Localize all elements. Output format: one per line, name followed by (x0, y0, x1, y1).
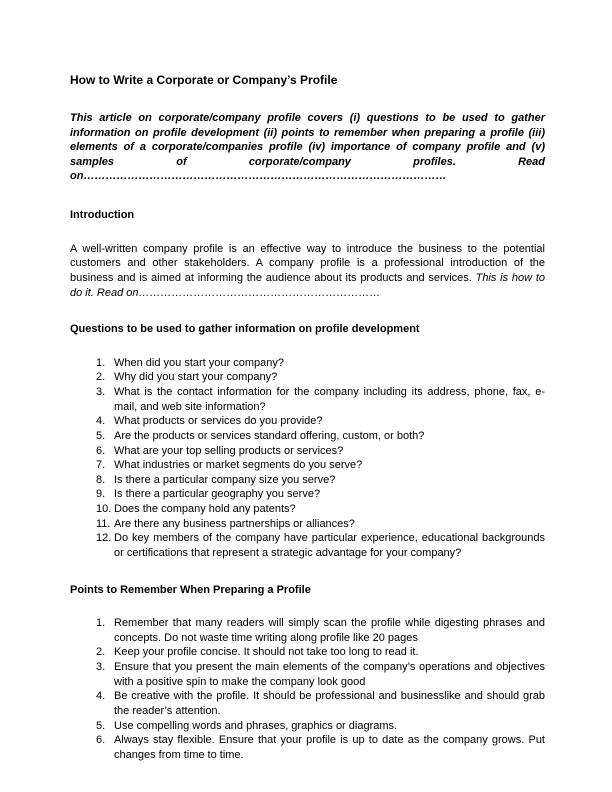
article-summary: This article on corporate/company profile covers (i) questions to be used to gather information on profile development (ii) points to remember when preparing a profile (iii) elements of a corporate/companies profile (iv) importance of company profile and (v) samples of corporate/company profiles. Read on……………………………………………………………………………………… (70, 111, 545, 183)
introduction-paragraph (70, 242, 545, 301)
points-list (70, 616, 545, 762)
list-item: Keep your profile concise. It should not take too long to read it. (114, 646, 419, 659)
heading-questions: Questions to be used to gather information on profile development (70, 323, 420, 336)
heading-introduction: Introduction (70, 209, 135, 222)
list-item: Are the products or services standard offering, custom, or both? (114, 429, 425, 442)
list-item: Does the company hold any patents? (114, 503, 296, 516)
list-item: Why did you start your company? (114, 371, 278, 384)
list-item: When did you start your company? (114, 356, 284, 369)
page-title: How to Write a Corporate or Company’s Profile (70, 73, 338, 87)
questions-list (70, 356, 545, 561)
list-item: What are your top selling products or services? (114, 444, 344, 457)
list-item: Is there a particular company size you serve? (114, 473, 336, 486)
list-item: Use compelling words and phrases, graphics or diagrams. (114, 719, 398, 732)
heading-points: Points to Remember When Preparing a Profile (70, 583, 311, 596)
list-item: Be creative with the profile. It should be professional and businesslike and should grab the reader’s attention. (114, 690, 545, 717)
list-item: Do key members of the company have particular experience, educational backgrounds or certifications that represent a strategic advantage for your company? (114, 532, 545, 559)
list-item: What products or services do you provide? (114, 415, 323, 428)
introduction-text-italic: This is how to do it. Read on………………………………………………………… (70, 271, 545, 299)
list-item: Is there a particular geography you serve? (114, 488, 321, 501)
list-item: Are there any business partnerships or alliances? (114, 517, 355, 530)
list-item: Remember that many readers will simply scan the profile while digesting phrases and concepts. Do not waste time writing along profile like 20 pages (114, 617, 545, 644)
list-item: Ensure that you present the main elements of the company’s operations and objectives with a positive spin to make the company look good (114, 661, 545, 688)
list-item: What is the contact information for the company including its address, phone, fax, e-mail, and web site information? (114, 386, 545, 413)
list-item: What industries or market segments do you serve? (114, 459, 363, 472)
list-item: Always stay flexible. Ensure that your profile is up to date as the company grows. Put changes from time to time. (114, 734, 545, 761)
introduction-text: A well-written company profile is an effective way to introduce the business to the potential customers and other stakeholders. A company profile is a professional introduction of the business and is aimed at informing the audience about its products and services. (70, 242, 545, 284)
